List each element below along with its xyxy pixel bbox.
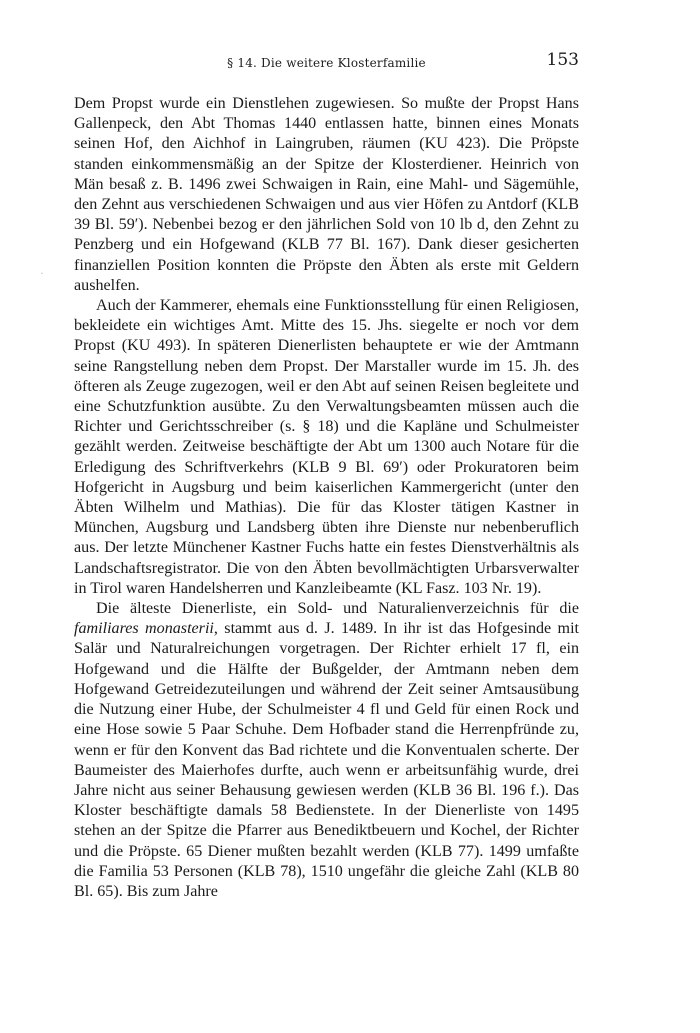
- paragraph-2: [74, 296, 579, 599]
- body-text: [74, 94, 579, 902]
- running-head-title: § 14. Die weitere Klosterfamilie: [227, 56, 426, 70]
- paragraph-2-text: Auch der Kammerer, ehemals eine Funktionsstellung für einen Religiosen, bekleidete ein wichtiges Amt. Mitte des 15. Jhs. siegelte er noch vor dem Propst (KU 493). In späteren Dienerlisten behauptete er wie der Amtmann seine Rangstellung neben dem Propst. Der Marstaller wurde im 15. Jh. des öfteren als Zeuge zugezogen, weil er den Abt auf seinen Reisen begleitete und eine Schutzfunktion ausübte. Zu den Verwaltungsbeamten müssen auch die Richter und Gerichtsschreiber (s. § 18) und die Kapläne und Schulmeister gezählt werden. Zeitweise beschäftigte der Abt um 1300 auch Notare für die Erledigung des Schriftverkehrs (KLB 9 Bl. 69′) oder Prokuratoren beim Hofgericht in Augsburg und beim kaiserlichen Kammergericht (unter den Äbten Wilhelm und Mathias). Die für das Kloster tätigen Kastner in München, Augsburg und Landsberg übten ihre Dienste nur nebenberuflich aus. Der letzte Münchener Kastner Fuchs hatte ein festes Dienstverhältnis als Landschaftsregistrator. Die von den Äbten bevollmächtigten Urbarsverwalter in Tirol waren Handelsherren und Kanzleibeamte (KL Fasz. 103 Nr. 19).: [74, 297, 579, 597]
- book-page: [74, 50, 579, 902]
- latin-term: familiares monasterii: [74, 620, 214, 638]
- running-head: [74, 50, 579, 76]
- margin-mark: ·: [40, 266, 44, 280]
- paragraph-3-text-start: Die älteste Dienerliste, ein Sold- und Naturalienverzeichnis für die: [96, 600, 579, 618]
- paragraph-3-text-end: , stammt aus d. J. 1489. In ihr ist das Hofgesinde mit Salär und Naturalreichungen vorgetragen. Der Richter erhielt 17 fl, ein Hofgewand und die Hälfte der Bußgelder, der Amtmann neben dem Hofgewand Getreidezuteilungen und während der Zeit seiner Amtsausübung die Nutzung einer Hube, der Schulmeister 4 fl und Geld für einen Rock und eine Hose sowie 5 Paar Schuhe. Dem Hofbader stand die Herrenpfründe zu, wenn er für den Konvent das Bad richtete und die Konventualen scherte. Der Baumeister des Maierhofes durfte, auch wenn er arbeitsunfähig wurde, drei Jahre nicht aus seiner Behausung gewiesen werden (KLB 36 Bl. 196 f.). Das Kloster beschäftigte damals 58 Bedienstete. In der Dienerliste von 1495 stehen an der Spitze die Pfarrer aus Benediktbeuern und Kochel, der Richter und die Pröpste. 65 Diener mußten bezahlt werden (KLB 77). 1499 umfaßte die Familia 53 Personen (KLB 78), 1510 ungefähr die gleiche Zahl (KLB 80 Bl. 65). Bis zum Jahre: [74, 620, 580, 900]
- paragraph-1-text: Dem Propst wurde ein Dienstlehen zugewiesen. So mußte der Propst Hans Gallenpeck, den Abt Thomas 1440 entlassen hatte, binnen eines Monats seinen Hof, den Aichhof in Laingruben, räumen (KU 423). Die Pröpste standen einkommensmäßig an der Spitze der Klosterdiener. Heinrich von Män besaß z. B. 1496 zwei Schwaigen in Rain, eine Mahl- und Sägemühle, den Zehnt aus verschiedenen Schwaigen und aus vier Höfen zu Antdorf (KLB 39 Bl. 59′). Nebenbei bezog er den jährlichen Sold von 10 lb d, den Zehnt zu Penzberg und ein Hofgewand (KLB 77 Bl. 167). Dank dieser gesicherten finanziellen Position konnten die Pröpste den Äbten als erste mit Geldern aushelfen.: [74, 95, 579, 294]
- paragraph-1: [74, 94, 579, 296]
- paragraph-3: [74, 599, 579, 902]
- page-number: 153: [546, 50, 579, 70]
